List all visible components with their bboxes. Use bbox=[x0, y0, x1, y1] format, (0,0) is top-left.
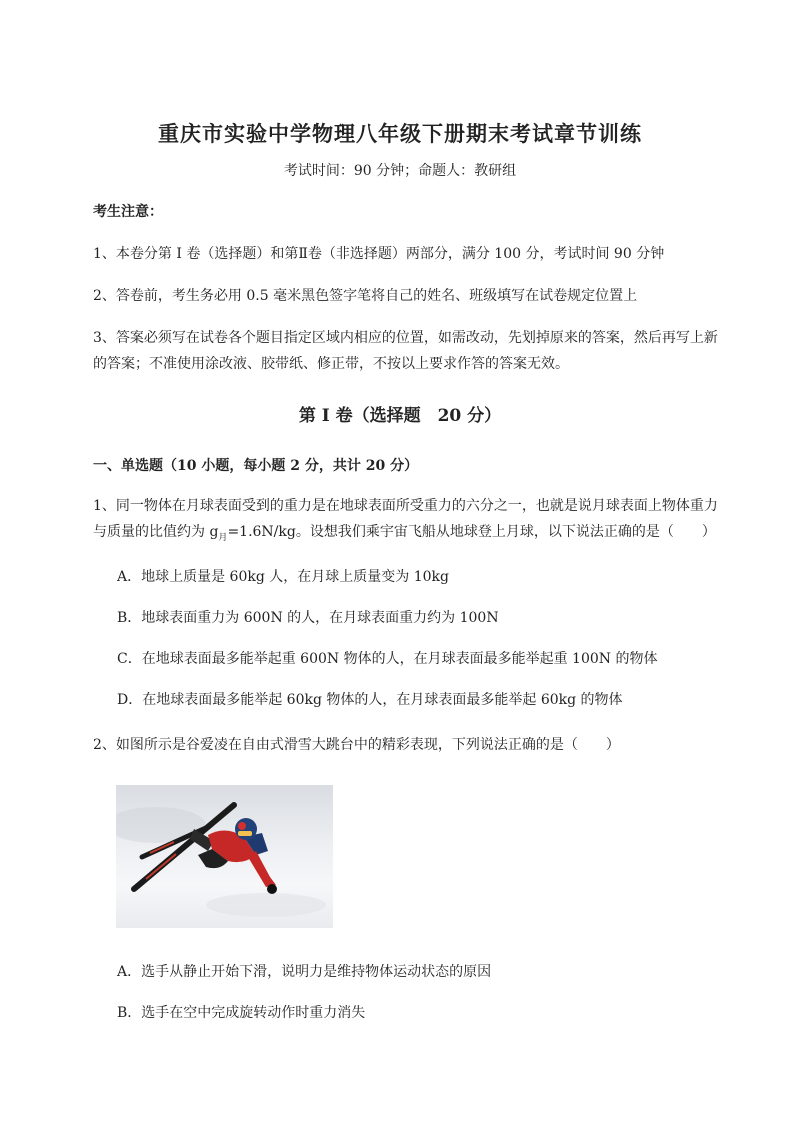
q1-stem-part-a: 与质量的比值约为 g bbox=[93, 524, 219, 540]
exam-title: 重庆市实验中学物理八年级下册期末考试章节训练 bbox=[158, 121, 642, 146]
skier-photo bbox=[116, 785, 333, 928]
section-title: 第 I 卷（选择题 20 分） bbox=[298, 406, 502, 426]
skier-arm bbox=[248, 851, 276, 887]
notice-item-3-line-2: 的答案；不准使用涂改液、胶带纸、修正带，不按以上要求作答的答案无效。 bbox=[93, 356, 569, 372]
q2-stem: 2、如图所示是谷爱凌在自由式滑雪大跳台中的精彩表现，下列说法正确的是（ ） bbox=[93, 737, 620, 753]
part-heading: 一、单选题（10 小题，每小题 2 分，共计 20 分） bbox=[93, 458, 419, 474]
exam-subtitle: 考试时间：90 分钟；命题人：教研组 bbox=[283, 163, 517, 179]
q1-option-a: A．地球上质量是 60kg 人，在月球上质量变为 10kg bbox=[117, 569, 449, 585]
notice-item-3-line-1: 3、答案必须写在试卷各个题目指定区域内相应的位置，如需改动，先划掉原来的答案，然后再写上新 bbox=[93, 330, 718, 346]
notice-item-1: 1、本卷分第 I 卷（选择题）和第Ⅱ卷（非选择题）两部分，满分 100 分，考试时间 90 分钟 bbox=[93, 246, 665, 262]
q1-option-c: C．在地球表面最多能举起重 600N 物体的人，在月球表面最多能举起重 100N 的物体 bbox=[117, 651, 658, 667]
q1-option-b: B．地球表面重力为 600N 的人，在月球表面重力约为 100N bbox=[117, 610, 499, 626]
q1-stem-line-2 bbox=[93, 520, 716, 551]
notice-item-2: 2、答卷前，考生务必用 0.5 毫米黑色签字笔将自己的姓名、班级填写在试卷规定位置上 bbox=[93, 288, 638, 304]
q2-option-a: A．选手从静止开始下滑，说明力是维持物体运动状态的原因 bbox=[117, 964, 492, 980]
helmet bbox=[235, 818, 257, 840]
q1-stem-part-b: =1.6N/kg。设想我们乘宇宙飞船从地球登上月球，以下说法正确的是（ ） bbox=[227, 524, 716, 540]
q1-option-d: D．在地球表面最多能举起 60kg 物体的人，在月球表面最多能举起 60kg 的物体 bbox=[117, 692, 623, 708]
q2-option-b: B．选手在空中完成旋转动作时重力消失 bbox=[117, 1005, 366, 1021]
skier-glove bbox=[267, 884, 277, 894]
q1-stem-subscript: 月 bbox=[218, 532, 228, 543]
q1-stem-line-1: 1、同一物体在月球表面受到的重力是在地球表面所受重力的六分之一，也就是说月球表面上物体重力 bbox=[93, 498, 718, 514]
skier-illustration bbox=[116, 785, 333, 928]
notice-heading: 考生注意： bbox=[93, 204, 163, 220]
